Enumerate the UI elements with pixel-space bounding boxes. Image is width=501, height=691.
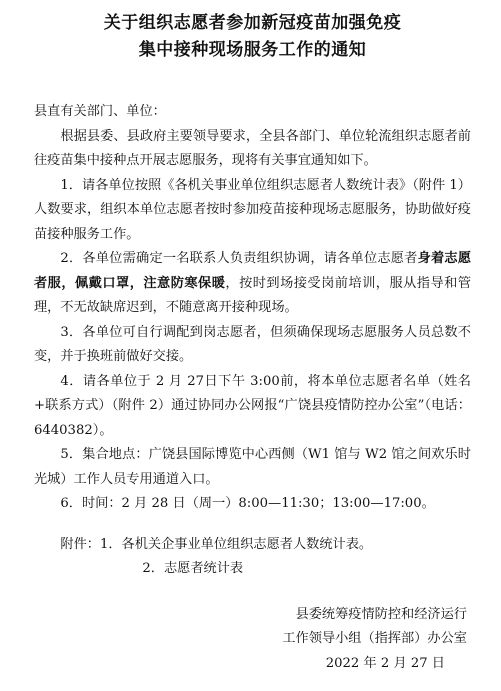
attachment-1-row (34, 533, 471, 557)
intro-paragraph: 根据县委、县政府主要领导要求，全县各部门、单位轮流组织志愿者前往疫苗集中接种点开展志愿服务，现将有关事宜通知如下。 (34, 128, 471, 168)
item-3: 3．各单位可自行调配到岗志愿者，但须确保现场志愿服务人员总数不变，并于换班前做好交接。 (34, 324, 471, 364)
attachment-2: 2．志愿者统计表 (142, 560, 244, 576)
attachments (34, 533, 471, 581)
item-2 (34, 247, 471, 321)
signature-date: 2022 年 2 月 27 日 (325, 655, 445, 671)
item-6: 6．时间：2 月 28 日（周一）8:00—11:30；13:00—17:00。 (60, 496, 435, 511)
document-title (34, 10, 471, 64)
title-line-1: 关于组织志愿者参加新冠疫苗加强免疫 (103, 13, 402, 33)
title-line-2: 集中接种现场服务工作的通知 (138, 40, 367, 60)
salutation: 县直有关部门、单位： (34, 104, 166, 119)
item-2-text-before: 2．各单位需确定一名联系人负责组织协调，请各单位志愿者 (60, 251, 418, 266)
signature-block (34, 603, 471, 677)
signature-org-line-1: 县委统筹疫情防控和经济运行 (295, 606, 467, 622)
item-1: 1．请各单位按照《各机关事业单位组织志愿者人数统计表》（附件 1）人数要求，组织本单位志愿者按时参加疫苗接种现场志愿服务，协助做好疫苗接种服务工作。 (34, 177, 471, 242)
attachments-label: 附件： (60, 536, 100, 552)
item-2-text-after: ，按时到场接受岗前培训，服从指导和管理，不无故缺席迟到，不随意离开接种现场。 (34, 275, 472, 315)
item-2-emphasis: 身着志愿者服，佩戴口罩，注意防寒保暖 (34, 251, 472, 291)
signature-org-line-2: 工作领导小组（指挥部）办公室 (282, 631, 467, 646)
attachment-1: 1．各机关企事业单位组织志愿者人数统计表。 (99, 536, 373, 552)
item-4: 4．请各单位于 2 月 27日下午 3:00前，将本单位志愿者名单（姓名+联系方式）（附件 2）通过协同办公网报“广饶县疫情防控办公室”（电话：6440382）。 (34, 373, 471, 438)
item-5: 5．集合地点：广饶县国际博览中心西侧（W1 馆与 W2 馆之间欢乐时光城）工作人员专用通道入口。 (34, 447, 471, 487)
